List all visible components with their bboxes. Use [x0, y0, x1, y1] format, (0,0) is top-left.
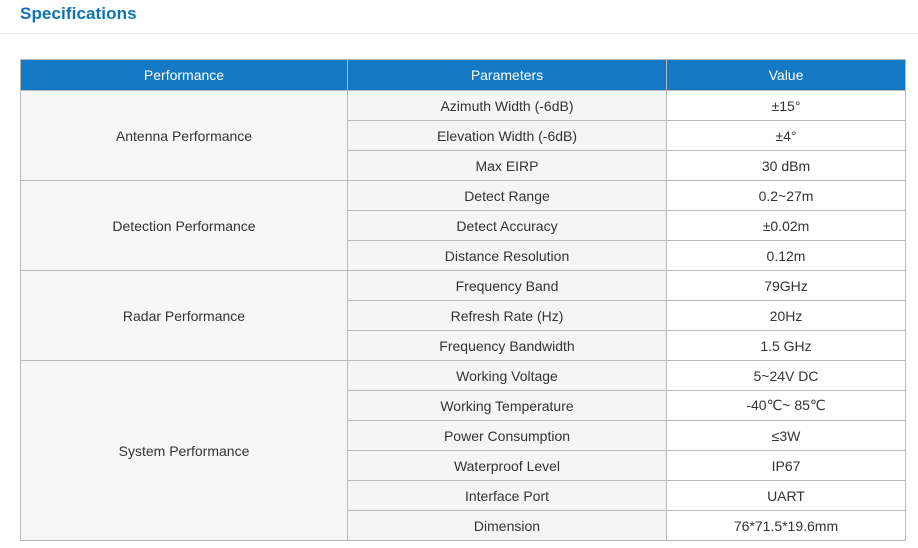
parameter-cell: Max EIRP — [348, 151, 667, 181]
group-system-performance: System Performance — [21, 361, 348, 541]
parameter-cell: Frequency Band — [348, 271, 667, 301]
parameter-cell: Working Voltage — [348, 361, 667, 391]
value-cell: -40℃~ 85℃ — [667, 391, 906, 421]
table-row — [21, 271, 906, 301]
specifications-table — [20, 59, 906, 541]
value-cell: IP67 — [667, 451, 906, 481]
table-row — [21, 361, 906, 391]
parameter-cell: Elevation Width (-6dB) — [348, 121, 667, 151]
parameter-cell: Working Temperature — [348, 391, 667, 421]
parameter-cell: Dimension — [348, 511, 667, 541]
parameter-cell: Azimuth Width (-6dB) — [348, 91, 667, 121]
table-row — [21, 91, 906, 121]
parameter-cell: Interface Port — [348, 481, 667, 511]
group-detection-performance: Detection Performance — [21, 181, 348, 271]
parameter-cell: Waterproof Level — [348, 451, 667, 481]
table-header-row — [21, 60, 906, 91]
value-cell: 1.5 GHz — [667, 331, 906, 361]
parameter-cell: Detect Range — [348, 181, 667, 211]
parameter-cell: Power Consumption — [348, 421, 667, 451]
value-cell: UART — [667, 481, 906, 511]
value-cell: 5~24V DC — [667, 361, 906, 391]
value-cell: ±0.02m — [667, 211, 906, 241]
value-cell: 0.12m — [667, 241, 906, 271]
group-radar-performance: Radar Performance — [21, 271, 348, 361]
value-cell: 79GHz — [667, 271, 906, 301]
value-cell: ±4° — [667, 121, 906, 151]
divider — [0, 33, 918, 34]
value-cell: 76*71.5*19.6mm — [667, 511, 906, 541]
parameter-cell: Refresh Rate (Hz) — [348, 301, 667, 331]
parameter-cell: Frequency Bandwidth — [348, 331, 667, 361]
group-antenna-performance: Antenna Performance — [21, 91, 348, 181]
header-performance: Performance — [21, 60, 348, 91]
value-cell: ≤3W — [667, 421, 906, 451]
value-cell: 30 dBm — [667, 151, 906, 181]
value-cell: ±15° — [667, 91, 906, 121]
table-row — [21, 181, 906, 211]
parameter-cell: Distance Resolution — [348, 241, 667, 271]
value-cell: 20Hz — [667, 301, 906, 331]
header-value: Value — [667, 60, 906, 91]
value-cell: 0.2~27m — [667, 181, 906, 211]
parameter-cell: Detect Accuracy — [348, 211, 667, 241]
page-title: Specifications — [20, 4, 137, 23]
header-parameters: Parameters — [348, 60, 667, 91]
